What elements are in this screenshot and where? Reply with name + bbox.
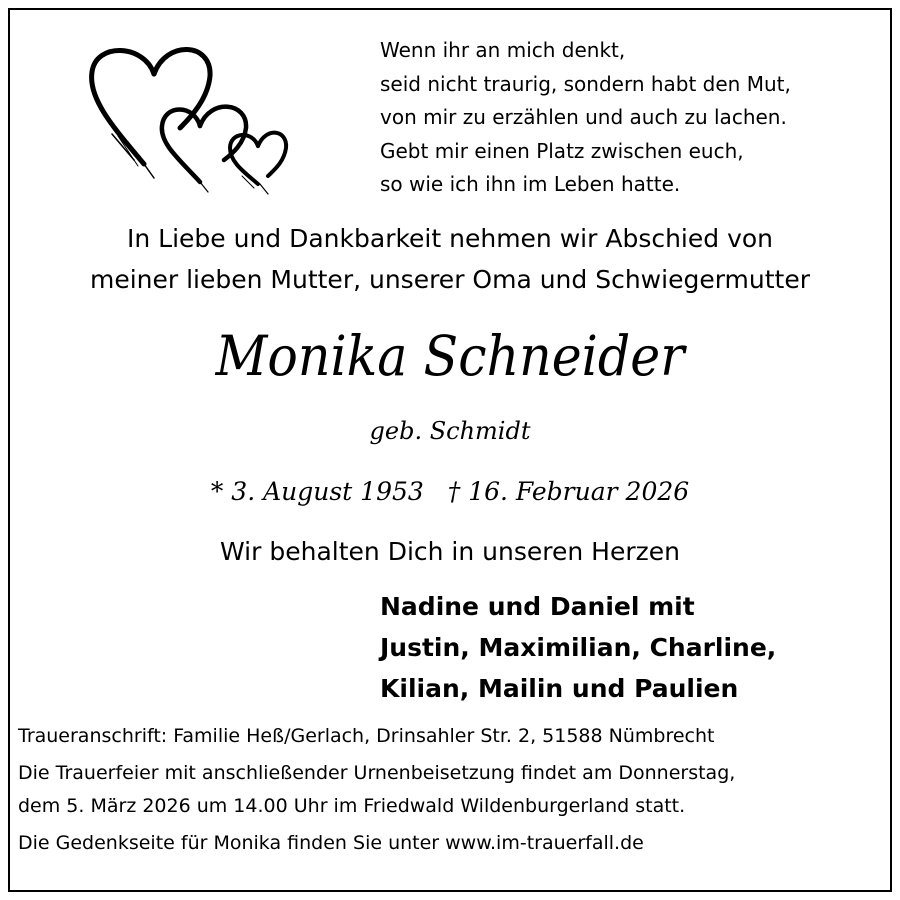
- signers-line: Justin, Maximilian, Charline,: [380, 633, 777, 662]
- motto: Wir behalten Dich in unseren Herzen: [220, 537, 680, 566]
- poem-line: Wenn ihr an mich denkt,: [380, 38, 626, 62]
- death-date: † 16. Februar 2026: [447, 477, 690, 506]
- birth-date: * 3. August 1953: [210, 477, 424, 506]
- intro-line: In Liebe und Dankbarkeit nehmen wir Abschied von: [126, 224, 774, 253]
- ceremony-line: Die Trauerfeier mit anschließender Urnenbeisetzung findet am Donnerstag,: [18, 762, 736, 784]
- signers-line: Kilian, Mailin und Paulien: [380, 674, 739, 703]
- intro-line: meiner lieben Mutter, unserer Oma und Schwiegermutter: [89, 265, 811, 294]
- footer: [18, 720, 735, 860]
- life-dates: [0, 472, 900, 512]
- hearts-icon: [82, 36, 302, 196]
- poem-line: seid nicht traurig, sondern habt den Mut,: [380, 71, 791, 96]
- poem-line: von mir zu erzählen und auch zu lachen.: [380, 105, 787, 129]
- intro-text: [0, 218, 900, 300]
- maiden-name: geb. Schmidt: [369, 417, 531, 445]
- signers: [380, 586, 776, 709]
- deceased-name: Monika Schneider: [215, 324, 685, 388]
- poem: [380, 34, 791, 202]
- mourning-address: Traueranschrift: Familie Heß/Gerlach, Drinsahler Str. 2, 51588 Nümbrecht: [18, 725, 715, 747]
- memorial-page-note: Die Gedenkseite für Monika finden Sie unter www.im-trauerfall.de: [18, 832, 644, 854]
- poem-line: Gebt mir einen Platz zwischen euch,: [380, 138, 744, 163]
- ceremony-line: dem 5. März 2026 um 14.00 Uhr im Friedwald Wildenburgerland statt.: [18, 795, 686, 817]
- poem-line: so wie ich ihn im Leben hatte.: [380, 172, 681, 196]
- signers-line: Nadine und Daniel mit: [380, 592, 695, 621]
